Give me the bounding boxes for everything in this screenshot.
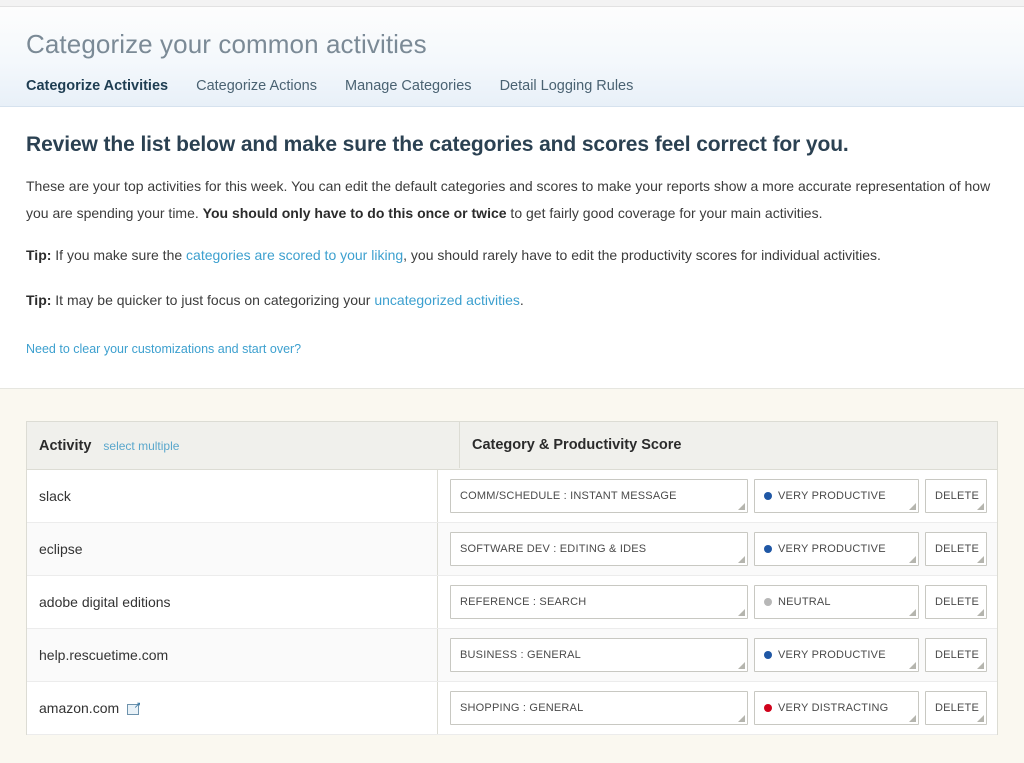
category-select[interactable] xyxy=(450,691,748,725)
browser-chrome-strip xyxy=(0,0,1024,7)
tab-bar xyxy=(26,78,1024,106)
category-select[interactable] xyxy=(450,479,748,513)
score-select[interactable] xyxy=(754,585,919,619)
intro-heading: Review the list below and make sure the categories and scores feel correct for you. xyxy=(26,133,849,156)
reset-customizations-link[interactable]: Need to clear your customizations and start over? xyxy=(26,342,302,357)
resize-handle-icon[interactable] xyxy=(909,715,916,722)
activities-table-area xyxy=(0,389,1024,763)
tab-categorize-activities[interactable]: Categorize Activities xyxy=(26,78,169,94)
delete-label: DELETE xyxy=(935,543,979,556)
category-cell xyxy=(437,523,997,575)
activity-label: adobe digital editions xyxy=(39,594,171,611)
table-row xyxy=(27,523,997,576)
score-dot-icon xyxy=(764,492,772,500)
category-select-value: COMM/SCHEDULE : INSTANT MESSAGE xyxy=(460,490,677,503)
category-select[interactable] xyxy=(450,532,748,566)
table-header-row xyxy=(27,422,997,470)
uncategorized-activities-link[interactable]: uncategorized activities xyxy=(374,291,520,308)
score-select-value: VERY PRODUCTIVE xyxy=(778,649,886,662)
intro-paragraph-part1: These are your top activities for this week. You can edit the default categories and scores to make your reports show a more accurate representation of how you are spending your time. xyxy=(26,178,991,222)
category-select-value: SOFTWARE DEV : EDITING & IDES xyxy=(460,543,647,556)
resize-handle-icon[interactable] xyxy=(909,662,916,669)
table-row xyxy=(27,682,997,735)
intro-paragraph-emphasis: You should only have to do this once or twice xyxy=(202,205,507,222)
categories-scored-link[interactable]: categories are scored to your liking xyxy=(186,246,404,263)
page-header xyxy=(0,7,1024,107)
resize-handle-icon[interactable] xyxy=(977,715,984,722)
resize-handle-icon[interactable] xyxy=(977,556,984,563)
intro-section xyxy=(0,107,1024,389)
tab-detail-logging-rules[interactable]: Detail Logging Rules xyxy=(499,78,634,94)
resize-handle-icon[interactable] xyxy=(738,662,745,669)
resize-handle-icon[interactable] xyxy=(909,609,916,616)
score-select-value: VERY PRODUCTIVE xyxy=(778,543,886,556)
category-cell xyxy=(437,629,997,681)
resize-handle-icon[interactable] xyxy=(738,503,745,510)
table-header-category-cell xyxy=(459,422,997,468)
category-select[interactable] xyxy=(450,638,748,672)
activity-cell xyxy=(27,523,437,575)
tip-scores-label: Tip: xyxy=(26,246,52,263)
category-select[interactable] xyxy=(450,585,748,619)
table-row xyxy=(27,576,997,629)
tip-scores-text1: If you make sure the xyxy=(51,246,187,263)
resize-handle-icon[interactable] xyxy=(977,609,984,616)
delete-label: DELETE xyxy=(935,649,979,662)
table-row xyxy=(27,629,997,682)
delete-label: DELETE xyxy=(935,490,979,503)
table-header-activity-cell xyxy=(27,438,459,454)
page-title: Categorize your common activities xyxy=(26,29,427,59)
tab-manage-categories[interactable]: Manage Categories xyxy=(345,78,472,94)
column-header-activity: Activity xyxy=(39,437,92,454)
activities-table xyxy=(26,421,998,735)
activity-cell xyxy=(27,629,437,681)
category-cell xyxy=(437,682,997,734)
category-select-value: SHOPPING : GENERAL xyxy=(460,702,584,715)
tab-categorize-actions[interactable]: Categorize Actions xyxy=(196,78,317,94)
score-select-value: NEUTRAL xyxy=(778,596,831,609)
category-cell xyxy=(437,576,997,628)
delete-button[interactable] xyxy=(925,691,987,725)
tip-uncategorized-text2: . xyxy=(519,291,524,308)
tip-scores-text2: , you should rarely have to edit the productivity scores for individual activities. xyxy=(403,246,881,263)
column-header-category-score: Category & Productivity Score xyxy=(472,437,682,454)
score-dot-icon xyxy=(764,704,772,712)
table-row xyxy=(27,470,997,523)
resize-handle-icon[interactable] xyxy=(977,503,984,510)
resize-handle-icon[interactable] xyxy=(738,609,745,616)
delete-label: DELETE xyxy=(935,596,979,609)
tip-scores xyxy=(26,242,998,269)
score-dot-icon xyxy=(764,545,772,553)
score-select[interactable] xyxy=(754,691,919,725)
activity-cell xyxy=(27,470,437,522)
score-select-value: VERY DISTRACTING xyxy=(778,702,889,715)
activity-label: eclipse xyxy=(39,541,83,558)
resize-handle-icon[interactable] xyxy=(977,662,984,669)
intro-paragraph-part2: to get fairly good coverage for your main activities. xyxy=(506,205,823,222)
activity-label: help.rescuetime.com xyxy=(39,647,169,664)
category-select-value: REFERENCE : SEARCH xyxy=(460,596,587,609)
external-link-icon[interactable]: ↗ xyxy=(127,702,140,714)
select-multiple-link[interactable]: select multiple xyxy=(103,438,180,453)
delete-label: DELETE xyxy=(935,702,979,715)
tip-uncategorized-text1: It may be quicker to just focus on categorizing your xyxy=(51,291,375,308)
category-cell xyxy=(437,470,997,522)
delete-button[interactable] xyxy=(925,585,987,619)
resize-handle-icon[interactable] xyxy=(738,715,745,722)
delete-button[interactable] xyxy=(925,532,987,566)
delete-button[interactable] xyxy=(925,638,987,672)
activity-cell xyxy=(27,682,437,734)
delete-button[interactable] xyxy=(925,479,987,513)
activity-label: slack xyxy=(39,488,71,505)
score-dot-icon xyxy=(764,598,772,606)
tip-uncategorized xyxy=(26,287,998,314)
score-select[interactable] xyxy=(754,638,919,672)
category-select-value: BUSINESS : GENERAL xyxy=(460,649,581,662)
intro-paragraph xyxy=(26,173,998,228)
resize-handle-icon[interactable] xyxy=(909,503,916,510)
score-select[interactable] xyxy=(754,532,919,566)
score-select[interactable] xyxy=(754,479,919,513)
activity-cell xyxy=(27,576,437,628)
activity-label: amazon.com xyxy=(39,700,120,717)
score-dot-icon xyxy=(764,651,772,659)
tip-uncategorized-label: Tip: xyxy=(26,291,52,308)
resize-handle-icon[interactable] xyxy=(738,556,745,563)
resize-handle-icon[interactable] xyxy=(909,556,916,563)
score-select-value: VERY PRODUCTIVE xyxy=(778,490,886,503)
